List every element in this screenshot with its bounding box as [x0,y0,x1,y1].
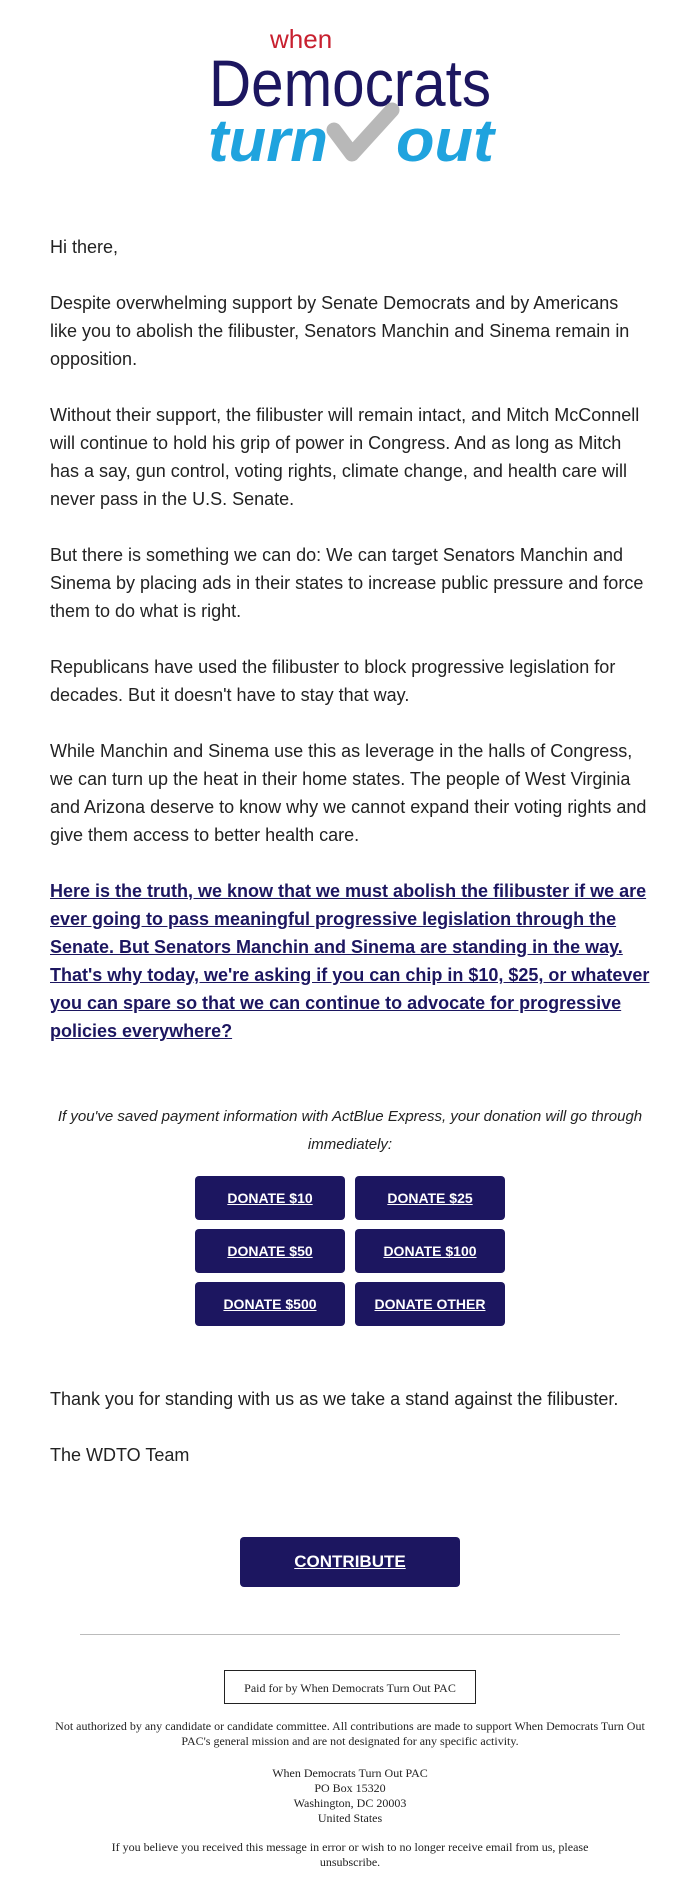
mailing-address [50,1766,650,1826]
contribute-button[interactable]: CONTRIBUTE [240,1537,460,1587]
unsubscribe-text[interactable]: If you believe you received this message in error or wish to no longer receive email from us, please unsubscribe. [111,1840,589,1869]
logo-when-text: when [270,24,333,54]
donate-25-button[interactable]: DONATE $25 [355,1176,505,1220]
donate-500-button[interactable]: DONATE $500 [195,1282,345,1326]
paid-for-by-box: Paid for by When Democrats Turn Out PAC [224,1670,476,1704]
address-line: Washington, DC 20003 [293,1796,407,1810]
address-line: PO Box 15320 [314,1781,386,1795]
donate-10-button[interactable]: DONATE $10 [195,1176,345,1220]
address-line: United States [317,1811,383,1825]
body-paragraph: Republicans have used the filibuster to block progressive legislation for decades. But it doesn't have to stay that way. [50,657,616,705]
logo-out-text: out [396,107,498,174]
logo-turn-text: turn [208,107,328,174]
logo-graphic [200,24,500,174]
greeting: Hi there, [50,237,119,257]
wdto-logo [0,24,700,174]
closing [50,1385,650,1497]
logo-democrats-text: Democrats [209,46,491,120]
email-body [50,233,650,1045]
signature: The WDTO Team [50,1445,190,1465]
disclaimer-text: Not authorized by any candidate or candidate committee. All contributions are made to support When Democrats Turn Out PAC's general mission and are not designated for any specific activity. [55,1719,645,1748]
thank-you-text: Thank you for standing with us as we take a stand against the filibuster. [50,1389,619,1409]
body-paragraph: Despite overwhelming support by Senate Democrats and by Americans like you to abolish the filibuster, Senators Manchin and Sinema remain in opposition. [50,293,630,369]
address-line: When Democrats Turn Out PAC [272,1766,428,1780]
donate-50-button[interactable]: DONATE $50 [195,1229,345,1273]
body-paragraph: While Manchin and Sinema use this as leverage in the halls of Congress, we can turn up the heat in their home states. The people of West Virginia and Arizona deserve to know why we cannot expand their voting rights and give them access to better health care. [50,741,647,845]
body-paragraph: Without their support, the filibuster will remain intact, and Mitch McConnell will continue to hold his grip of power in Congress. And as long as Mitch has a say, gun control, voting rights, climate change, and health care will never pass in the U.S. Senate. [50,405,640,509]
footer-divider [80,1634,620,1635]
donate-other-button[interactable]: DONATE OTHER [355,1282,505,1326]
body-paragraph: But there is something we can do: We can target Senators Manchin and Sinema by placing ads in their states to increase public pressure and force them to do what is right. [50,545,644,621]
actblue-express-note: If you've saved payment information with ActBlue Express, your donation will go through immediately: [57,1108,643,1153]
donate-100-button[interactable]: DONATE $100 [355,1229,505,1273]
donate-appeal-link[interactable]: Here is the truth, we know that we must abolish the filibuster if we are ever going to pass meaningful progressive legislation through the Senate. But Senators Manchin and Sinema are standing in the way. That's why today, we're asking if you can chip in $10, $25, or whatever you can spare so that we can continue to advocate for progressive policies everywhere? [50,881,650,1041]
